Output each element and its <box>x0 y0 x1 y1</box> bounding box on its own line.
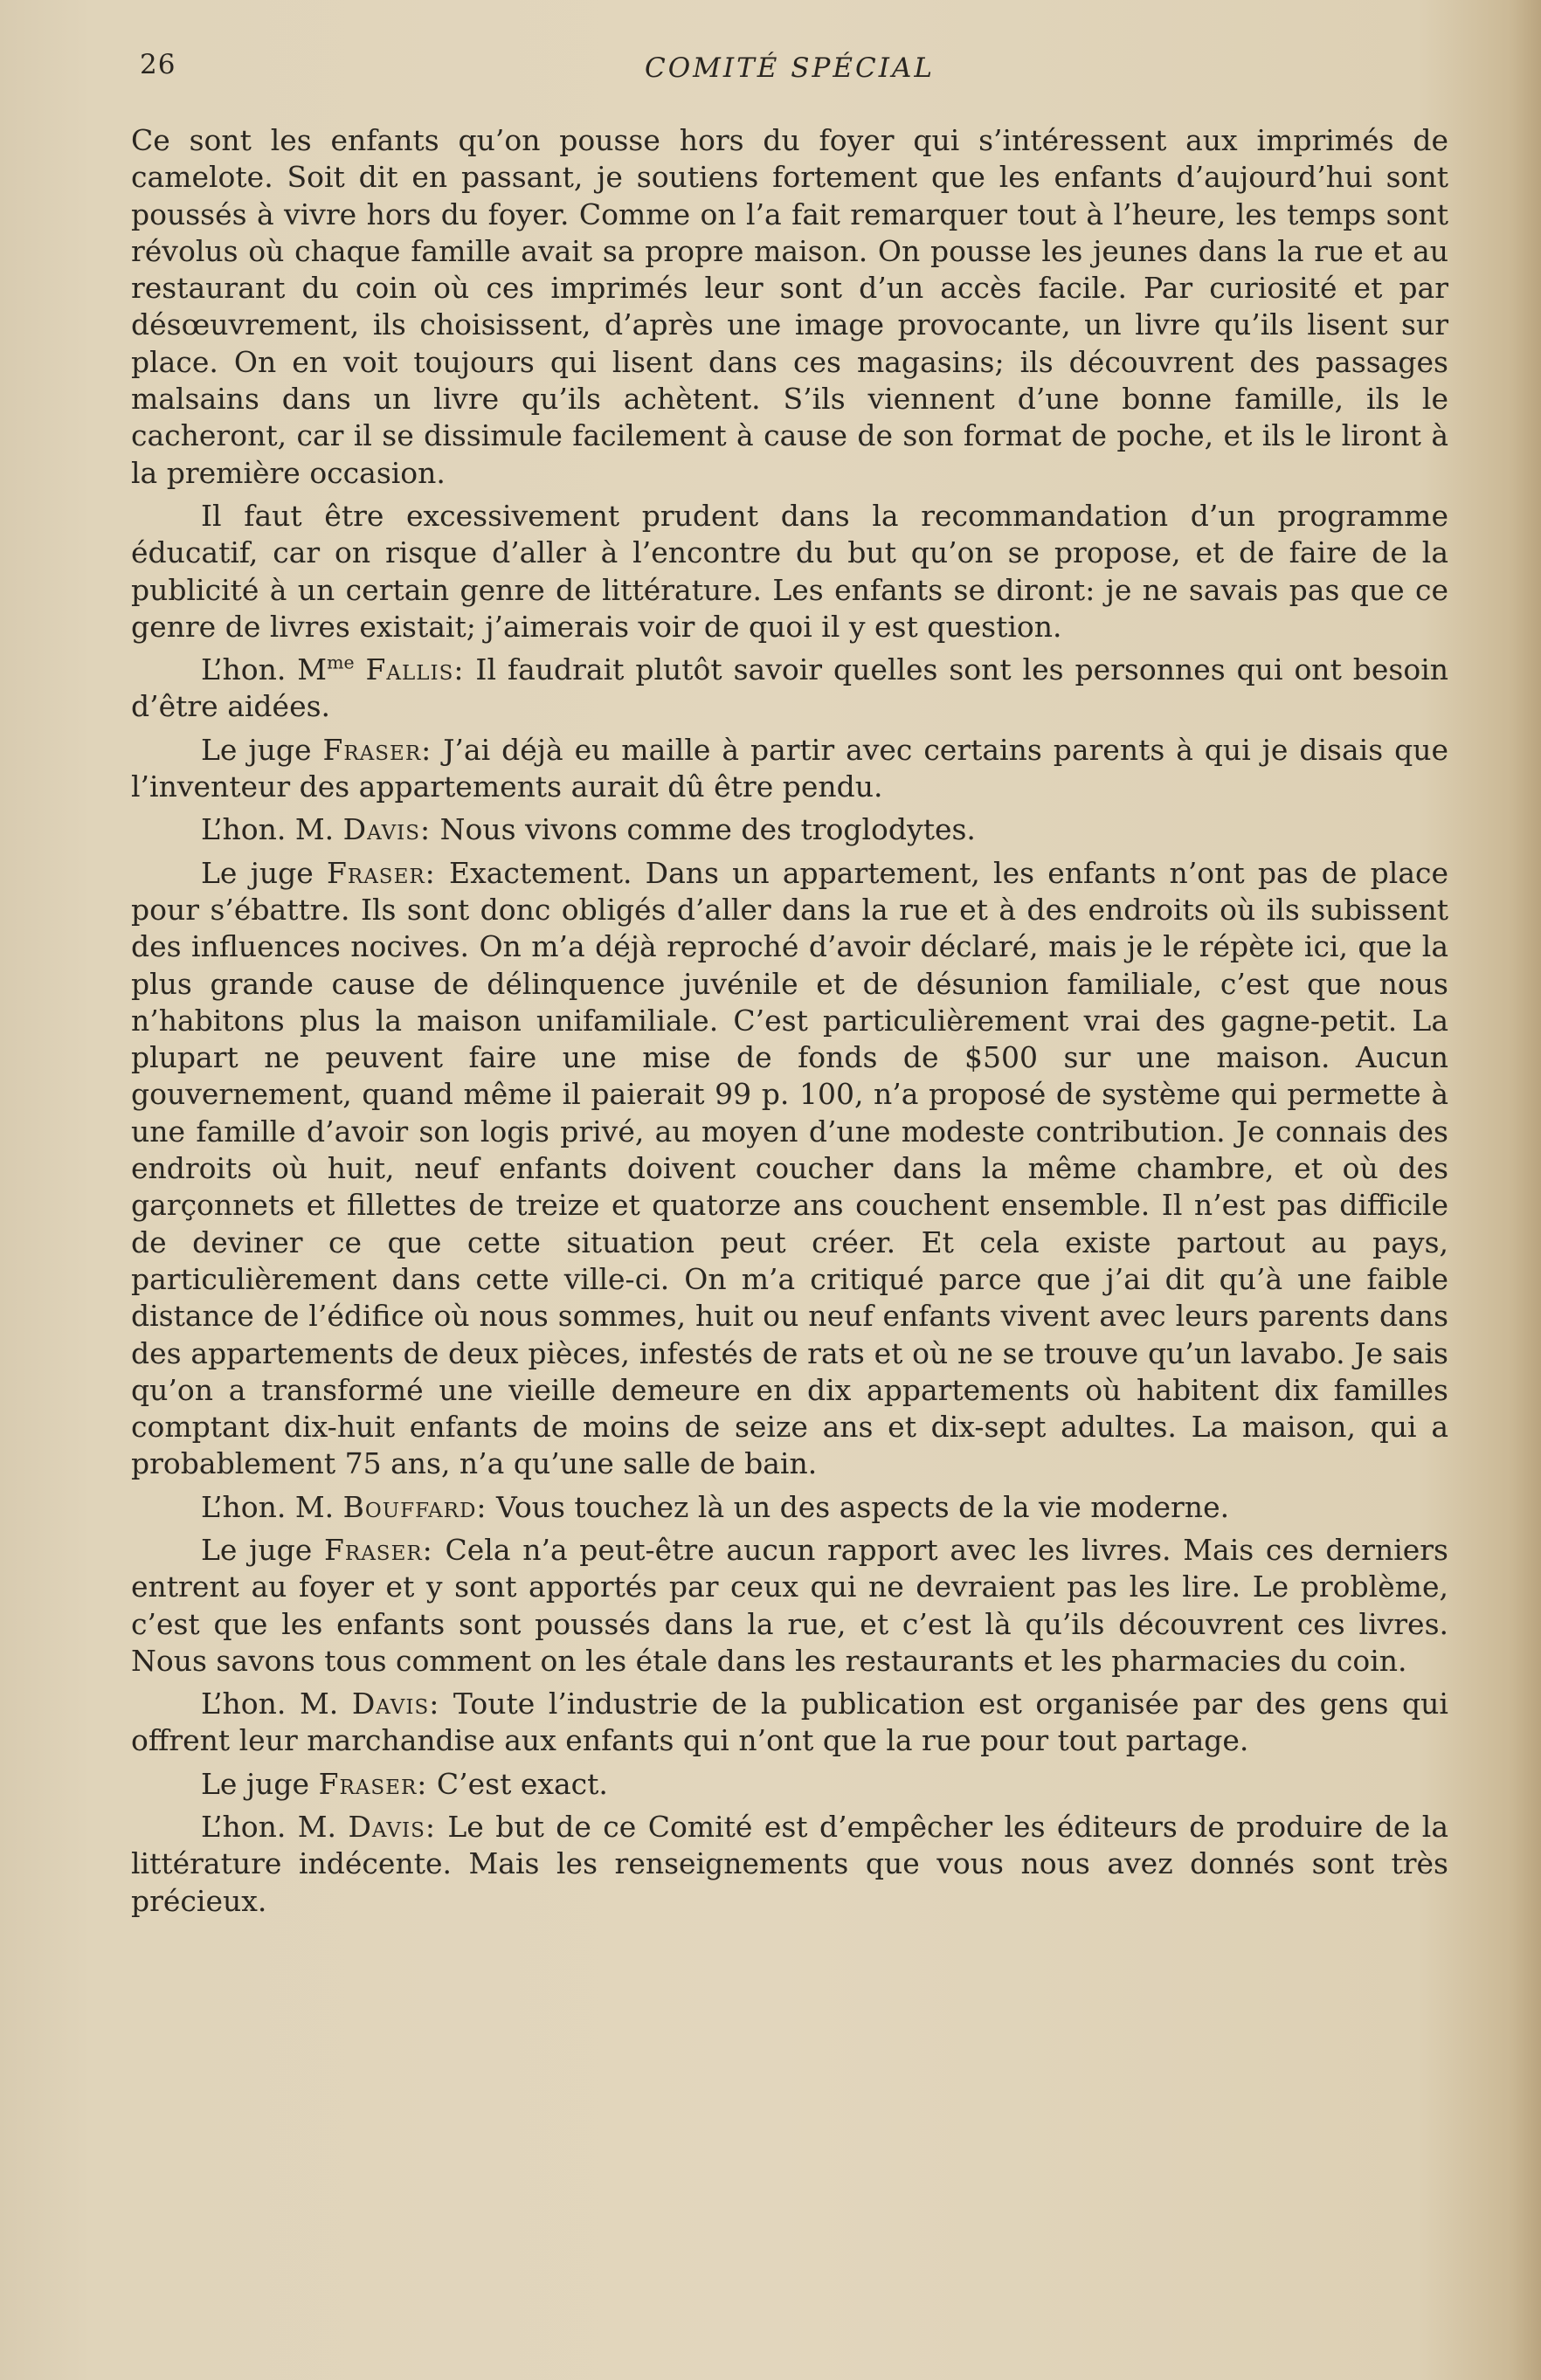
speech-text: Vous touchez là un des aspects de la vie moderne. <box>496 1489 1230 1524</box>
speaker-prefix: L’hon. M. <box>201 1810 337 1845</box>
speech-fraser-3 <box>131 1532 1448 1680</box>
speaker-prefix: Le juge <box>201 1532 313 1567</box>
paragraph-1 <box>131 122 1448 492</box>
speaker-prefix: L’hon. M. <box>201 1489 335 1524</box>
speech-text: C’est exact. <box>436 1766 608 1801</box>
speech-text: Cela n’a peut-être aucun rapport avec les livres. Mais ces derniers entrent au foyer et y sont apportés par ceux qui ne devraient pas les lire. Le problème, c’est que les enfants sont poussés dans la rue, et c’est là qu’ils découvrent ces livres. Nous savons tous comment on les étale dans les restaurants et les pharmacies du coin. <box>131 1532 1448 1678</box>
paragraph-text: Il faut être excessivement prudent dans la recommandation d’un programme éducatif, car on risque d’aller à l’encontre du but qu’on se propose, et de faire de la publicité à un certain genre de littérature. Les enfants se diront: je ne savais pas que ce genre de livres existait; j’aimerais voir de quoi il y est question. <box>131 498 1448 644</box>
speaker-name: Fraser: <box>322 732 432 767</box>
speech-text: Le but de ce Comité est d’empêcher les éditeurs de produire de la littérature indécente. Mais les renseignements que vous nous avez donnés sont très précieux. <box>131 1810 1448 1918</box>
speaker-prefix: L’hon. M. <box>201 1687 339 1721</box>
speaker-name: Fraser: <box>318 1766 428 1801</box>
speech-bouffard <box>131 1489 1448 1526</box>
page-number: 26 <box>140 49 176 80</box>
speech-fraser-1 <box>131 732 1448 806</box>
running-head <box>140 49 1450 93</box>
speech-fraser-4 <box>131 1766 1448 1803</box>
speech-text: J’ai déjà eu maille à partir avec certains parents à qui je disais que l’inventeur des appartements aurait dû être pendu. <box>131 732 1448 804</box>
speech-fraser-2 <box>131 855 1448 1483</box>
body-text <box>131 122 1448 1926</box>
speaker-name: Bouffard: <box>342 1489 487 1524</box>
speaker-prefix: Le juge <box>201 855 314 890</box>
speech-davis-2 <box>131 1686 1448 1760</box>
speech-text: Toute l’industrie de la publication est organisée par des gens qui offrent leur marchandise aux enfants qui n’ont que la rue pour tout partage. <box>131 1687 1448 1758</box>
speaker-prefix: L’hon. M <box>201 652 328 687</box>
speaker-name: Davis: <box>351 1687 440 1721</box>
speech-davis-1 <box>131 811 1448 848</box>
speaker-name: Davis: <box>348 1810 436 1845</box>
speech-davis-3 <box>131 1809 1448 1920</box>
speaker-prefix: Le juge <box>201 732 312 767</box>
speech-text: Nous vivons comme des troglodytes. <box>439 812 976 847</box>
paragraph-2 <box>131 498 1448 645</box>
speech-fallis <box>131 652 1448 726</box>
speech-text: Il faudrait plutôt savoir quelles sont les personnes qui ont besoin d’être aidées. <box>131 652 1448 724</box>
speaker-prefix: L’hon. M. <box>201 812 335 847</box>
speaker-name: Fraser: <box>326 855 436 890</box>
paragraph-text: Ce sont les enfants qu’on pousse hors du foyer qui s’intéressent aux imprimés de camelote. Soit dit en passant, je soutiens fortement que les enfants d’aujourd’hui sont poussés à vivre hors du foyer. Comme on l’a fait remarquer tout à l’heure, les temps sont révolus où chaque famille avait sa propre maison. On pousse les jeunes dans la rue et au restaurant du coin où ces imprimés leur sont d’un accès facile. Par curiosité et par désœuvrement, ils choisissent, d’après une image provocante, un livre qu’ils lisent sur place. On en voit toujours qui lisent dans ces magasins; ils découvrent des passages malsains dans un livre qu’ils achètent. S’ils viennent d’une bonne famille, ils le cacheront, car il se dissimule facilement à cause de son format de poche, et ils le liront à la première occasion. <box>131 123 1448 490</box>
speech-text: Exactement. Dans un appartement, les enfants n’ont pas de place pour s’ébattre. Ils sont donc obligés d’aller dans la rue et à des endroits où ils subissent des influences nocives. On m’a déjà reproché d’avoir déclaré, mais je le répète ici, que la plus grande cause de délinquence juvénile et de désunion familiale, c’est que nous n’habitons plus la maison unifamiliale. C’est particulièrement vrai des gagne-petit. La plupart ne peuvent faire une mise de fonds de $500 sur une maison. Aucun gouvernement, quand même il paierait 99 p. 100, n’a proposé de système qui permette à une famille d’avoir son logis privé, au moyen d’une modeste contribution. Je connais des endroits où huit, neuf enfants doivent coucher dans la même chambre, et où des garçonnets et fillettes de treize et quatorze ans couchent ensemble. Il n’est pas difficile de deviner ce que cette situation peut créer. Et cela existe partout au pays, particulièrement dans cette ville-ci. On m’a critiqué parce que j’ai dit qu’à une faible distance de l’édifice où nous sommes, huit ou neuf enfants vivent avec leurs parents dans des appartements de deux pièces, infestés de rats et où ne se trouve qu’un lavabo. Je sais qu’on a transformé une vieille demeure en dix appartements où habitent dix familles comptant dix-huit enfants de moins de seize ans et dix-sept adultes. La maison, qui a probablement 75 ans, n’a qu’une salle de bain. <box>131 855 1449 1481</box>
header-title: COMITÉ SPÉCIAL <box>645 52 935 84</box>
speaker-name: Fraser: <box>323 1532 433 1567</box>
speaker-prefix: Le juge <box>201 1766 310 1801</box>
title-superscript: me <box>327 652 355 673</box>
speaker-name: Fallis: <box>365 652 465 687</box>
speaker-name: Davis: <box>342 812 432 847</box>
